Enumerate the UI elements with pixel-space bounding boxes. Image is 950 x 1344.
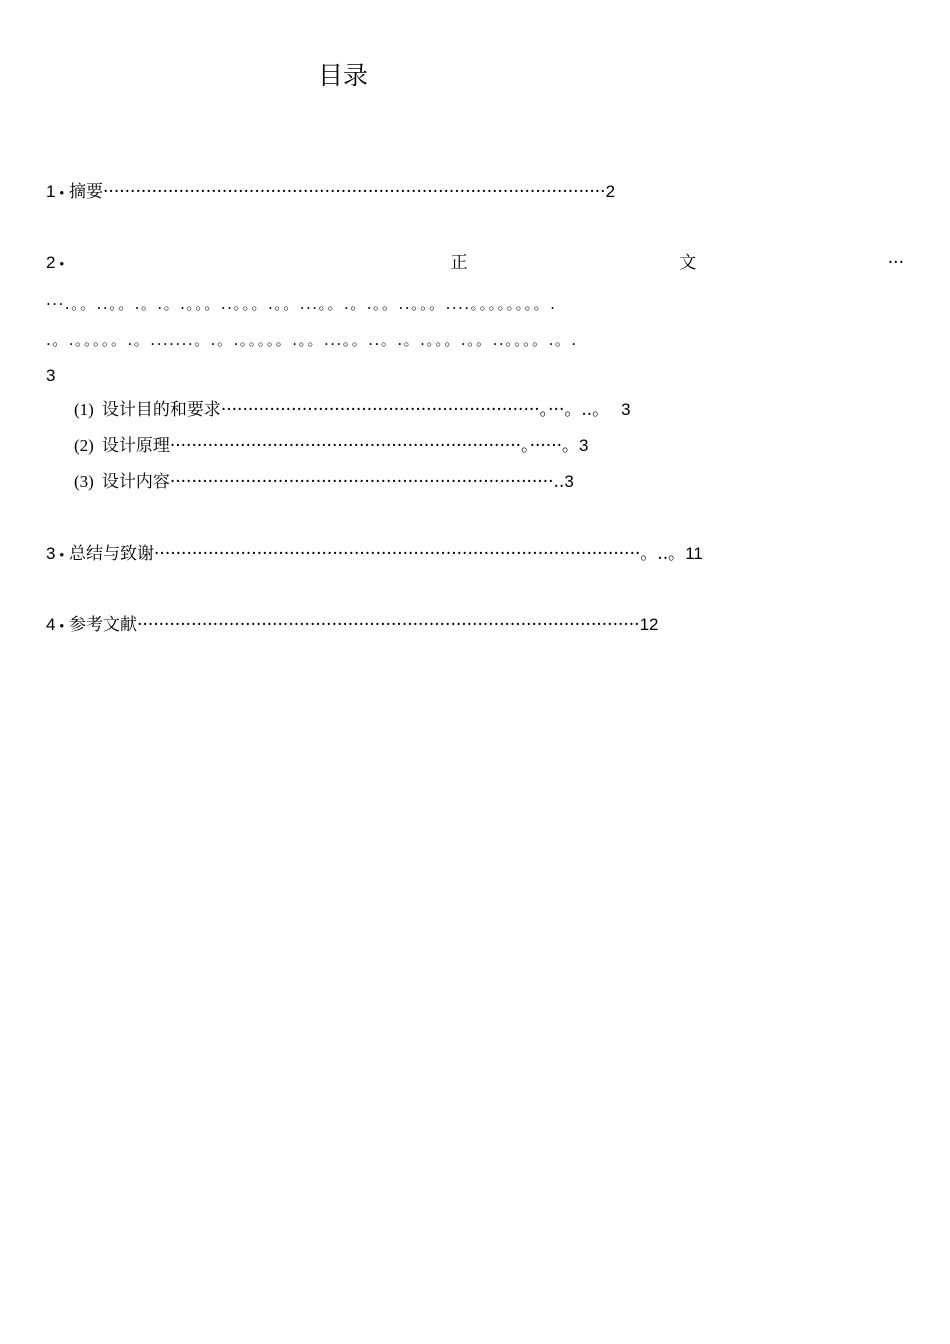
toc-entry-2[interactable] (46, 252, 904, 275)
toc-page-number: 12 (639, 615, 659, 634)
bullet-icon: • (59, 185, 65, 200)
bullet-icon: • (59, 256, 65, 271)
toc-page-number: 3 (564, 472, 574, 491)
toc-number: 4 (46, 615, 56, 634)
toc-label: 设计目的和要求 (101, 400, 221, 420)
toc-sub-number: (1) (74, 400, 94, 419)
toc-label-char-1: 正 (450, 253, 468, 273)
toc-leader-dots-row-1: ···.。。..。。.。.。.。。。..。。。.。。...。。.。.。。..。。。....。。。。。。。。. (46, 295, 557, 313)
page-title: 目录 (318, 61, 369, 90)
toc-label-char-2: 文 (679, 253, 697, 273)
toc-number: 1 (46, 182, 56, 201)
bullet-icon: • (59, 547, 65, 562)
toc-leader-dots: ·································································。······。 (169, 436, 579, 456)
toc-leader-dots-row-2: .。.。。。。。.。.......。.。.。。。。。.。。...。。..。.。.。。。.。。..。。。。.。. (46, 331, 578, 349)
toc-page-number: 11 (685, 544, 703, 563)
bullet-icon: • (59, 618, 65, 633)
toc-entry-4[interactable] (46, 614, 659, 637)
toc-leader-dots: ··························································································。..。 (154, 544, 686, 564)
toc-page-number: 2 (605, 182, 616, 201)
toc-label: 设计原理 (101, 436, 170, 456)
toc-page-number: 3 (621, 400, 631, 419)
toc-label: 摘要 (69, 182, 104, 202)
toc-page-number: 3 (579, 436, 589, 455)
toc-number: 2 (46, 253, 56, 272)
toc-leader-dots-tail: ··· (887, 253, 904, 273)
toc-leader-dots: ····························································································· (137, 615, 640, 635)
toc-sub-number: (3) (74, 472, 94, 491)
toc-entry-3[interactable] (46, 543, 703, 566)
toc-label: 参考文献 (69, 615, 138, 635)
toc-entry-2-page (46, 365, 55, 387)
toc-number: 3 (46, 544, 56, 563)
toc-page-number: 3 (46, 366, 56, 385)
toc-leader-dots: ·······································································.. (169, 472, 565, 492)
toc-subentry-3[interactable] (74, 471, 574, 493)
toc-sub-number: (2) (74, 436, 94, 455)
toc-label: 总结与致谢 (69, 544, 155, 564)
toc-subentry-1[interactable] (74, 399, 631, 421)
toc-label: 设计内容 (101, 472, 170, 492)
toc-subentry-2[interactable] (74, 435, 588, 457)
toc-entry-1[interactable] (46, 181, 615, 204)
toc-leader-dots: ····························································································· (103, 182, 606, 202)
toc-leader-dots: ···························································。···。..。 (220, 400, 610, 420)
